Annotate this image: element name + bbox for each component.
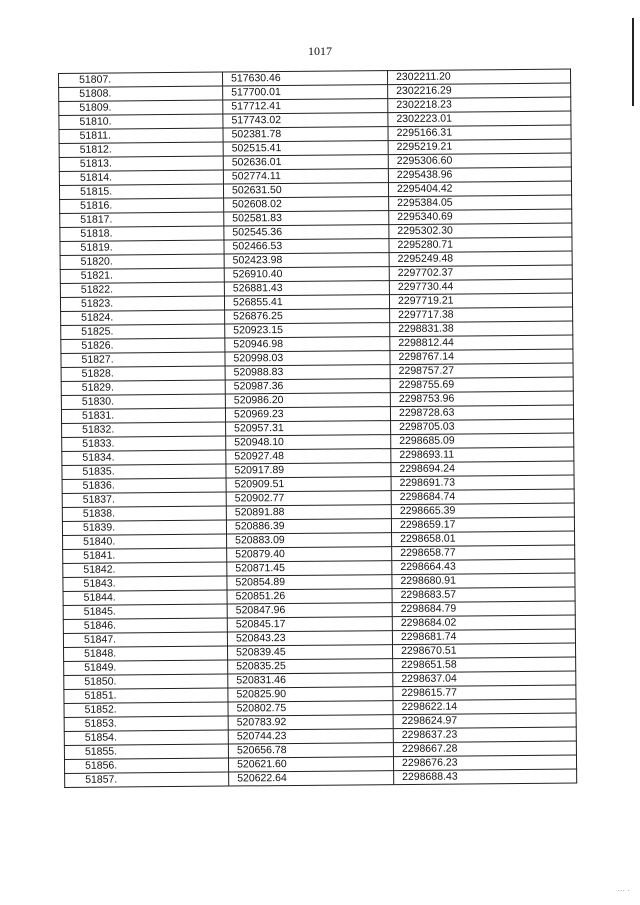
- y-coordinate-cell: 2295249.48: [389, 251, 572, 267]
- x-coordinate-cell: 520879.40: [227, 547, 392, 562]
- x-coordinate-cell: 520854.89: [227, 575, 392, 590]
- point-number-cell: 51845.: [63, 604, 227, 619]
- x-coordinate-cell: 520656.78: [228, 743, 393, 758]
- y-coordinate-cell: 2298651.58: [393, 657, 576, 673]
- point-number-cell: 51852.: [64, 702, 228, 717]
- y-coordinate-cell: 2302218.23: [388, 97, 571, 113]
- y-coordinate-cell: 2298670.51: [393, 643, 576, 659]
- x-coordinate-cell: 520802.75: [228, 701, 393, 716]
- y-coordinate-cell: 2298658.77: [392, 545, 575, 561]
- x-coordinate-cell: 520783.92: [228, 715, 393, 730]
- x-coordinate-cell: 520835.25: [228, 659, 393, 674]
- point-number-cell: 51818.: [60, 226, 224, 241]
- x-coordinate-cell: 520987.36: [225, 379, 390, 394]
- point-number-cell: 51856.: [64, 758, 228, 773]
- point-number-cell: 51828.: [61, 366, 225, 381]
- y-coordinate-cell: 2298624.97: [393, 713, 576, 729]
- y-coordinate-cell: 2298728.63: [390, 405, 573, 421]
- x-coordinate-cell: 526855.41: [224, 295, 389, 310]
- point-number-cell: 51823.: [60, 296, 224, 311]
- y-coordinate-cell: 2298688.43: [394, 769, 577, 785]
- x-coordinate-cell: 520917.89: [226, 463, 391, 478]
- x-coordinate-cell: 502774.11: [223, 169, 388, 184]
- x-coordinate-cell: 520871.45: [227, 561, 392, 576]
- point-number-cell: 51817.: [60, 212, 224, 227]
- x-coordinate-cell: 526881.43: [224, 281, 389, 296]
- y-coordinate-cell: 2298664.43: [392, 559, 575, 575]
- point-number-cell: 51827.: [61, 352, 225, 367]
- x-coordinate-cell: 520988.83: [225, 365, 390, 380]
- y-coordinate-cell: 2298694.24: [391, 461, 574, 477]
- y-coordinate-cell: 2298622.14: [393, 699, 576, 715]
- x-coordinate-cell: 520998.03: [225, 351, 390, 366]
- point-number-cell: 51850.: [64, 674, 228, 689]
- x-coordinate-cell: 502608.02: [224, 197, 389, 212]
- x-coordinate-cell: 520839.45: [228, 645, 393, 660]
- x-coordinate-cell: 520986.20: [225, 393, 390, 408]
- x-coordinate-cell: 502631.50: [223, 183, 388, 198]
- point-number-cell: 51810.: [59, 114, 223, 129]
- coordinates-table-container: [58, 69, 576, 788]
- y-coordinate-cell: 2298767.14: [390, 349, 573, 365]
- y-coordinate-cell: 2298637.04: [393, 671, 576, 687]
- x-coordinate-cell: 520851.26: [227, 589, 392, 604]
- point-number-cell: 51807.: [59, 72, 223, 87]
- x-coordinate-cell: 520948.10: [226, 435, 391, 450]
- point-number-cell: 51847.: [63, 632, 227, 647]
- point-number-cell: 51812.: [59, 142, 223, 157]
- page-edge-mark: [632, 18, 634, 106]
- y-coordinate-cell: 2295166.31: [388, 125, 571, 141]
- y-coordinate-cell: 2297702.37: [389, 265, 572, 281]
- x-coordinate-cell: 526910.40: [224, 267, 389, 282]
- point-number-cell: 51851.: [64, 688, 228, 703]
- point-number-cell: 51855.: [64, 744, 228, 759]
- point-number-cell: 51808.: [59, 86, 223, 101]
- y-coordinate-cell: 2298667.28: [393, 741, 576, 757]
- y-coordinate-cell: 2297717.38: [390, 307, 573, 323]
- y-coordinate-cell: 2298680.91: [392, 573, 575, 589]
- y-coordinate-cell: 2298684.74: [391, 489, 574, 505]
- x-coordinate-cell: 520847.96: [227, 603, 392, 618]
- y-coordinate-cell: 2295404.42: [388, 181, 571, 197]
- x-coordinate-cell: 520886.39: [226, 519, 391, 534]
- y-coordinate-cell: 2298681.74: [392, 629, 575, 645]
- point-number-cell: 51816.: [60, 198, 224, 213]
- x-coordinate-cell: 520744.23: [228, 729, 393, 744]
- x-coordinate-cell: 526876.25: [225, 309, 390, 324]
- y-coordinate-cell: 2298683.57: [392, 587, 575, 603]
- x-coordinate-cell: 502423.98: [224, 253, 389, 268]
- x-coordinate-cell: 517700.01: [223, 85, 388, 100]
- point-number-cell: 51834.: [62, 450, 226, 465]
- y-coordinate-cell: 2302211.20: [387, 69, 570, 85]
- y-coordinate-cell: 2302216.29: [388, 83, 571, 99]
- point-number-cell: 51813.: [59, 156, 223, 171]
- y-coordinate-cell: 2298658.01: [392, 531, 575, 547]
- point-number-cell: 51840.: [63, 534, 227, 549]
- point-number-cell: 51839.: [62, 520, 226, 535]
- y-coordinate-cell: 2298693.11: [391, 447, 574, 463]
- point-number-cell: 51824.: [61, 310, 225, 325]
- x-coordinate-cell: 502581.83: [224, 211, 389, 226]
- x-coordinate-cell: 520923.15: [225, 323, 390, 338]
- point-number-cell: 51832.: [62, 422, 226, 437]
- point-number-cell: 51829.: [61, 380, 225, 395]
- coordinates-table: [58, 69, 577, 788]
- point-number-cell: 51822.: [60, 282, 224, 297]
- y-coordinate-cell: 2295438.96: [388, 167, 571, 183]
- point-number-cell: 51833.: [62, 436, 226, 451]
- x-coordinate-cell: 520843.23: [227, 631, 392, 646]
- y-coordinate-cell: 2295306.60: [388, 153, 571, 169]
- y-coordinate-cell: 2298665.39: [391, 503, 574, 519]
- point-number-cell: 51853.: [64, 716, 228, 731]
- y-coordinate-cell: 2298755.69: [390, 377, 573, 393]
- y-coordinate-cell: 2298705.03: [391, 419, 574, 435]
- x-coordinate-cell: 502466.53: [224, 239, 389, 254]
- x-coordinate-cell: 520946.98: [225, 337, 390, 352]
- x-coordinate-cell: 520622.64: [229, 771, 394, 786]
- y-coordinate-cell: 2298684.79: [392, 601, 575, 617]
- corner-mark: ··· ·: [617, 886, 630, 895]
- point-number-cell: 51849.: [64, 660, 228, 675]
- x-coordinate-cell: 520969.23: [225, 407, 390, 422]
- y-coordinate-cell: 2295280.71: [389, 237, 572, 253]
- y-coordinate-cell: 2297730.44: [389, 279, 572, 295]
- x-coordinate-cell: 520825.90: [228, 687, 393, 702]
- point-number-cell: 51826.: [61, 338, 225, 353]
- y-coordinate-cell: 2298685.09: [391, 433, 574, 449]
- y-coordinate-cell: 2298684.02: [392, 615, 575, 631]
- y-coordinate-cell: 2298812.44: [390, 335, 573, 351]
- y-coordinate-cell: 2302223.01: [388, 111, 571, 127]
- x-coordinate-cell: 517743.02: [223, 113, 388, 128]
- y-coordinate-cell: 2298757.27: [390, 363, 573, 379]
- y-coordinate-cell: 2295340.69: [389, 209, 572, 225]
- point-number-cell: 51843.: [63, 576, 227, 591]
- point-number-cell: 51846.: [63, 618, 227, 633]
- y-coordinate-cell: 2298676.23: [393, 755, 576, 771]
- point-number-cell: 51854.: [64, 730, 228, 745]
- y-coordinate-cell: 2295302.30: [389, 223, 572, 239]
- point-number-cell: 51837.: [62, 492, 226, 507]
- point-number-cell: 51838.: [62, 506, 226, 521]
- point-number-cell: 51842.: [63, 562, 227, 577]
- point-number-cell: 51848.: [64, 646, 228, 661]
- point-number-cell: 51815.: [59, 184, 223, 199]
- y-coordinate-cell: 2297719.21: [389, 293, 572, 309]
- x-coordinate-cell: 502381.78: [223, 127, 388, 142]
- y-coordinate-cell: 2298659.17: [391, 517, 574, 533]
- table-body: [59, 69, 577, 787]
- point-number-cell: 51825.: [61, 324, 225, 339]
- y-coordinate-cell: 2298691.73: [391, 475, 574, 491]
- point-number-cell: 51830.: [61, 394, 225, 409]
- x-coordinate-cell: 502636.01: [223, 155, 388, 170]
- point-number-cell: 51841.: [63, 548, 227, 563]
- x-coordinate-cell: 520909.51: [226, 477, 391, 492]
- y-coordinate-cell: 2298831.38: [390, 321, 573, 337]
- point-number-cell: 51811.: [59, 128, 223, 143]
- x-coordinate-cell: 520927.48: [226, 449, 391, 464]
- point-number-cell: 51809.: [59, 100, 223, 115]
- y-coordinate-cell: 2298753.96: [390, 391, 573, 407]
- point-number-cell: 51844.: [63, 590, 227, 605]
- point-number-cell: 51831.: [61, 408, 225, 423]
- point-number-cell: 51836.: [62, 478, 226, 493]
- x-coordinate-cell: 520891.88: [226, 505, 391, 520]
- x-coordinate-cell: 520883.09: [227, 533, 392, 548]
- point-number-cell: 51835.: [62, 464, 226, 479]
- point-number-cell: 51857.: [65, 772, 229, 787]
- x-coordinate-cell: 520845.17: [227, 617, 392, 632]
- y-coordinate-cell: 2295219.21: [388, 139, 571, 155]
- point-number-cell: 51819.: [60, 240, 224, 255]
- x-coordinate-cell: 502545.36: [224, 225, 389, 240]
- x-coordinate-cell: 517712.41: [223, 99, 388, 114]
- x-coordinate-cell: 520831.46: [228, 673, 393, 688]
- x-coordinate-cell: 520957.31: [226, 421, 391, 436]
- page-number: 1017: [308, 44, 332, 58]
- point-number-cell: 51820.: [60, 254, 224, 269]
- y-coordinate-cell: 2298615.77: [393, 685, 576, 701]
- point-number-cell: 51814.: [59, 170, 223, 185]
- point-number-cell: 51821.: [60, 268, 224, 283]
- x-coordinate-cell: 520902.77: [226, 491, 391, 506]
- x-coordinate-cell: 517630.46: [222, 71, 387, 86]
- x-coordinate-cell: 502515.41: [223, 141, 388, 156]
- x-coordinate-cell: 520621.60: [228, 757, 393, 772]
- y-coordinate-cell: 2298637.23: [393, 727, 576, 743]
- y-coordinate-cell: 2295384.05: [389, 195, 572, 211]
